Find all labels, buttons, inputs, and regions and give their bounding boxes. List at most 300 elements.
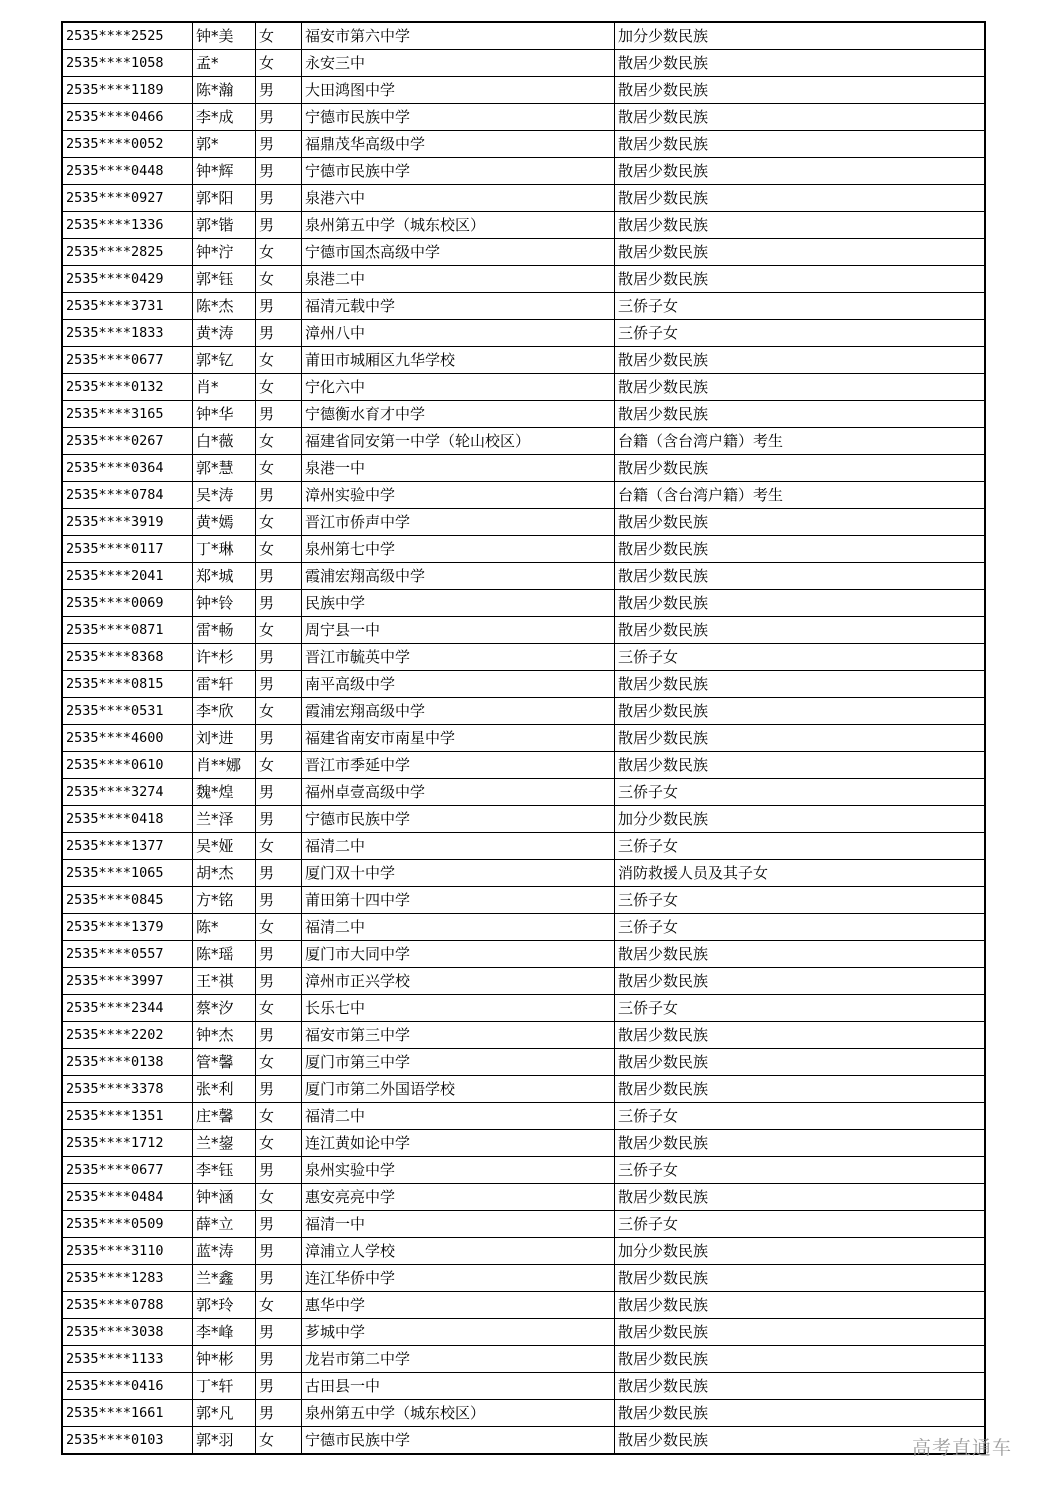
table-row [62, 563, 985, 590]
school-cell: 福清二中 [302, 914, 615, 941]
candidate-table-body [62, 22, 985, 1454]
school-cell: 宁德市民族中学 [302, 158, 615, 185]
gender-cell: 女 [256, 617, 302, 644]
table-row [62, 995, 985, 1022]
gender-cell: 女 [256, 455, 302, 482]
candidate-id-cell: 2535****0531 [62, 698, 193, 725]
category-cell: 台籍（含台湾户籍）考生 [615, 482, 986, 509]
table-row [62, 1076, 985, 1103]
school-cell: 福清二中 [302, 833, 615, 860]
category-cell: 散居少数民族 [615, 158, 986, 185]
category-cell: 散居少数民族 [615, 347, 986, 374]
gender-cell: 男 [256, 887, 302, 914]
table-row [62, 887, 985, 914]
gender-cell: 男 [256, 725, 302, 752]
name-cell: 胡*杰 [193, 860, 256, 887]
category-cell: 三侨子女 [615, 1211, 986, 1238]
table-row [62, 1292, 985, 1319]
category-cell: 三侨子女 [615, 644, 986, 671]
name-cell: 钟*涵 [193, 1184, 256, 1211]
category-cell: 散居少数民族 [615, 968, 986, 995]
candidate-id-cell: 2535****1712 [62, 1130, 193, 1157]
table-row [62, 266, 985, 293]
school-cell: 宁化六中 [302, 374, 615, 401]
gender-cell: 女 [256, 1103, 302, 1130]
school-cell: 莆田第十四中学 [302, 887, 615, 914]
category-cell: 台籍（含台湾户籍）考生 [615, 428, 986, 455]
school-cell: 宁德市民族中学 [302, 806, 615, 833]
table-row [62, 1022, 985, 1049]
table-row [62, 698, 985, 725]
table-row [62, 455, 985, 482]
candidate-id-cell: 2535****0484 [62, 1184, 193, 1211]
name-cell: 刘*进 [193, 725, 256, 752]
school-cell: 宁德市国杰高级中学 [302, 239, 615, 266]
table-row [62, 671, 985, 698]
school-cell: 福安市第六中学 [302, 22, 615, 50]
school-cell: 惠安亮亮中学 [302, 1184, 615, 1211]
candidate-id-cell: 2535****0677 [62, 347, 193, 374]
name-cell: 郭*钰 [193, 266, 256, 293]
gender-cell: 女 [256, 1049, 302, 1076]
gender-cell: 女 [256, 914, 302, 941]
gender-cell: 男 [256, 1211, 302, 1238]
school-cell: 周宁县一中 [302, 617, 615, 644]
candidate-id-cell: 2535****0845 [62, 887, 193, 914]
gender-cell: 男 [256, 1022, 302, 1049]
table-row [62, 1184, 985, 1211]
gender-cell: 女 [256, 536, 302, 563]
table-row [62, 1211, 985, 1238]
candidate-id-cell: 2535****0509 [62, 1211, 193, 1238]
name-cell: 陈*瑶 [193, 941, 256, 968]
table-row [62, 158, 985, 185]
gender-cell: 男 [256, 1346, 302, 1373]
candidate-id-cell: 2535****0103 [62, 1427, 193, 1455]
name-cell: 蔡*汐 [193, 995, 256, 1022]
school-cell: 霞浦宏翔高级中学 [302, 563, 615, 590]
category-cell: 散居少数民族 [615, 617, 986, 644]
category-cell: 散居少数民族 [615, 536, 986, 563]
name-cell: 方*铭 [193, 887, 256, 914]
gender-cell: 男 [256, 1373, 302, 1400]
school-cell: 厦门市大同中学 [302, 941, 615, 968]
name-cell: 李*钰 [193, 1157, 256, 1184]
gender-cell: 女 [256, 509, 302, 536]
school-cell: 漳州市正兴学校 [302, 968, 615, 995]
candidate-id-cell: 2535****0117 [62, 536, 193, 563]
candidate-id-cell: 2535****0815 [62, 671, 193, 698]
school-cell: 龙岩市第二中学 [302, 1346, 615, 1373]
gender-cell: 女 [256, 1427, 302, 1455]
table-row [62, 1130, 985, 1157]
name-cell: 管*馨 [193, 1049, 256, 1076]
school-cell: 连江华侨中学 [302, 1265, 615, 1292]
name-cell: 钟*铃 [193, 590, 256, 617]
gender-cell: 男 [256, 1157, 302, 1184]
table-row [62, 1157, 985, 1184]
school-cell: 泉港六中 [302, 185, 615, 212]
school-cell: 福州卓壹高级中学 [302, 779, 615, 806]
category-cell: 散居少数民族 [615, 374, 986, 401]
category-cell: 散居少数民族 [615, 131, 986, 158]
candidate-id-cell: 2535****0788 [62, 1292, 193, 1319]
name-cell: 郭*钇 [193, 347, 256, 374]
gender-cell: 女 [256, 833, 302, 860]
category-cell: 散居少数民族 [615, 941, 986, 968]
gender-cell: 女 [256, 698, 302, 725]
candidate-id-cell: 2535****0784 [62, 482, 193, 509]
category-cell: 三侨子女 [615, 1157, 986, 1184]
candidate-id-cell: 2535****1283 [62, 1265, 193, 1292]
candidate-id-cell: 2535****3274 [62, 779, 193, 806]
school-cell: 霞浦宏翔高级中学 [302, 698, 615, 725]
name-cell: 许*杉 [193, 644, 256, 671]
category-cell: 散居少数民族 [615, 1184, 986, 1211]
name-cell: 郭*凡 [193, 1400, 256, 1427]
candidate-id-cell: 2535****0429 [62, 266, 193, 293]
school-cell: 厦门市第三中学 [302, 1049, 615, 1076]
table-row [62, 833, 985, 860]
gender-cell: 女 [256, 50, 302, 77]
category-cell: 散居少数民族 [615, 455, 986, 482]
candidate-id-cell: 2535****1661 [62, 1400, 193, 1427]
category-cell: 三侨子女 [615, 887, 986, 914]
category-cell: 散居少数民族 [615, 1265, 986, 1292]
name-cell: 郭*羽 [193, 1427, 256, 1455]
table-row [62, 1427, 985, 1455]
candidate-id-cell: 2535****0927 [62, 185, 193, 212]
name-cell: 陈* [193, 914, 256, 941]
table-row [62, 1373, 985, 1400]
table-row [62, 725, 985, 752]
category-cell: 散居少数民族 [615, 1427, 986, 1455]
school-cell: 芗城中学 [302, 1319, 615, 1346]
category-cell: 散居少数民族 [615, 1319, 986, 1346]
gender-cell: 男 [256, 185, 302, 212]
school-cell: 漳州八中 [302, 320, 615, 347]
candidate-id-cell: 2535****0416 [62, 1373, 193, 1400]
school-cell: 福安市第三中学 [302, 1022, 615, 1049]
school-cell: 泉州第五中学（城东校区） [302, 1400, 615, 1427]
table-row [62, 50, 985, 77]
watermark: 高考直通车 [912, 1437, 1013, 1459]
gender-cell: 男 [256, 1076, 302, 1103]
table-row [62, 1238, 985, 1265]
table-row [62, 22, 985, 50]
table-row [62, 1319, 985, 1346]
category-cell: 散居少数民族 [615, 212, 986, 239]
candidate-id-cell: 2535****4600 [62, 725, 193, 752]
candidate-id-cell: 2535****0448 [62, 158, 193, 185]
candidate-id-cell: 2535****2041 [62, 563, 193, 590]
gender-cell: 男 [256, 104, 302, 131]
category-cell: 三侨子女 [615, 320, 986, 347]
gender-cell: 男 [256, 401, 302, 428]
name-cell: 吴*娅 [193, 833, 256, 860]
candidate-id-cell: 2535****3919 [62, 509, 193, 536]
name-cell: 黄*涛 [193, 320, 256, 347]
candidate-id-cell: 2535****1379 [62, 914, 193, 941]
school-cell: 大田鸿图中学 [302, 77, 615, 104]
name-cell: 钟*美 [193, 22, 256, 50]
category-cell: 三侨子女 [615, 779, 986, 806]
name-cell: 吴*涛 [193, 482, 256, 509]
name-cell: 李*成 [193, 104, 256, 131]
gender-cell: 女 [256, 1184, 302, 1211]
gender-cell: 男 [256, 671, 302, 698]
school-cell: 泉州第五中学（城东校区） [302, 212, 615, 239]
table-row [62, 347, 985, 374]
candidate-id-cell: 2535****3378 [62, 1076, 193, 1103]
school-cell: 古田县一中 [302, 1373, 615, 1400]
table-row [62, 482, 985, 509]
school-cell: 晋江市侨声中学 [302, 509, 615, 536]
name-cell: 郭* [193, 131, 256, 158]
category-cell: 三侨子女 [615, 293, 986, 320]
name-cell: 钟*杰 [193, 1022, 256, 1049]
name-cell: 钟*泞 [193, 239, 256, 266]
table-row [62, 806, 985, 833]
gender-cell: 男 [256, 563, 302, 590]
candidate-id-cell: 2535****3165 [62, 401, 193, 428]
table-row [62, 968, 985, 995]
gender-cell: 男 [256, 158, 302, 185]
table-row [62, 779, 985, 806]
gender-cell: 男 [256, 806, 302, 833]
candidate-id-cell: 2535****1058 [62, 50, 193, 77]
gender-cell: 男 [256, 941, 302, 968]
gender-cell: 女 [256, 374, 302, 401]
category-cell: 散居少数民族 [615, 1049, 986, 1076]
gender-cell: 女 [256, 22, 302, 50]
category-cell: 三侨子女 [615, 995, 986, 1022]
name-cell: 雷*轩 [193, 671, 256, 698]
candidate-id-cell: 2535****1133 [62, 1346, 193, 1373]
name-cell: 兰*泽 [193, 806, 256, 833]
gender-cell: 女 [256, 428, 302, 455]
gender-cell: 男 [256, 1265, 302, 1292]
name-cell: 丁*琳 [193, 536, 256, 563]
school-cell: 泉州实验中学 [302, 1157, 615, 1184]
name-cell: 兰*鑫 [193, 1265, 256, 1292]
name-cell: 郭*锴 [193, 212, 256, 239]
school-cell: 晋江市毓英中学 [302, 644, 615, 671]
candidate-id-cell: 2535****2825 [62, 239, 193, 266]
candidate-id-cell: 2535****3038 [62, 1319, 193, 1346]
gender-cell: 男 [256, 482, 302, 509]
table-row [62, 860, 985, 887]
gender-cell: 男 [256, 590, 302, 617]
candidate-id-cell: 2535****0052 [62, 131, 193, 158]
table-row [62, 77, 985, 104]
name-cell: 李*峰 [193, 1319, 256, 1346]
category-cell: 散居少数民族 [615, 77, 986, 104]
category-cell: 散居少数民族 [615, 1373, 986, 1400]
school-cell: 晋江市季延中学 [302, 752, 615, 779]
name-cell: 王*祺 [193, 968, 256, 995]
gender-cell: 男 [256, 131, 302, 158]
school-cell: 泉州第七中学 [302, 536, 615, 563]
category-cell: 散居少数民族 [615, 266, 986, 293]
gender-cell: 男 [256, 644, 302, 671]
candidate-id-cell: 2535****0267 [62, 428, 193, 455]
gender-cell: 女 [256, 239, 302, 266]
school-cell: 长乐七中 [302, 995, 615, 1022]
candidate-id-cell: 2535****0677 [62, 1157, 193, 1184]
gender-cell: 男 [256, 860, 302, 887]
gender-cell: 男 [256, 968, 302, 995]
category-cell: 加分少数民族 [615, 806, 986, 833]
gender-cell: 女 [256, 1292, 302, 1319]
name-cell: 白*薇 [193, 428, 256, 455]
name-cell: 丁*轩 [193, 1373, 256, 1400]
category-cell: 散居少数民族 [615, 1130, 986, 1157]
school-cell: 福建省南安市南星中学 [302, 725, 615, 752]
category-cell: 散居少数民族 [615, 104, 986, 131]
gender-cell: 男 [256, 320, 302, 347]
table-row [62, 752, 985, 779]
gender-cell: 男 [256, 779, 302, 806]
name-cell: 钟*彬 [193, 1346, 256, 1373]
table-row [62, 617, 985, 644]
school-cell: 永安三中 [302, 50, 615, 77]
table-row [62, 941, 985, 968]
name-cell: 郭*慧 [193, 455, 256, 482]
category-cell: 散居少数民族 [615, 671, 986, 698]
gender-cell: 女 [256, 995, 302, 1022]
category-cell: 散居少数民族 [615, 50, 986, 77]
table-row [62, 536, 985, 563]
gender-cell: 男 [256, 212, 302, 239]
candidate-id-cell: 2535****8368 [62, 644, 193, 671]
gender-cell: 男 [256, 1400, 302, 1427]
table-row [62, 914, 985, 941]
school-cell: 莆田市城厢区九华学校 [302, 347, 615, 374]
table-row [62, 1346, 985, 1373]
table-row [62, 239, 985, 266]
candidate-id-cell: 2535****3110 [62, 1238, 193, 1265]
candidate-id-cell: 2535****1189 [62, 77, 193, 104]
school-cell: 泉港二中 [302, 266, 615, 293]
name-cell: 钟*辉 [193, 158, 256, 185]
school-cell: 漳浦立人学校 [302, 1238, 615, 1265]
school-cell: 南平高级中学 [302, 671, 615, 698]
school-cell: 福建省同安第一中学（轮山校区） [302, 428, 615, 455]
name-cell: 魏*煌 [193, 779, 256, 806]
category-cell: 散居少数民族 [615, 1292, 986, 1319]
candidate-id-cell: 2535****2525 [62, 22, 193, 50]
candidate-id-cell: 2535****0466 [62, 104, 193, 131]
candidate-id-cell: 2535****2202 [62, 1022, 193, 1049]
category-cell: 散居少数民族 [615, 725, 986, 752]
candidate-id-cell: 2535****0871 [62, 617, 193, 644]
name-cell: 钟*华 [193, 401, 256, 428]
gender-cell: 男 [256, 293, 302, 320]
category-cell: 散居少数民族 [615, 239, 986, 266]
candidate-id-cell: 2535****0418 [62, 806, 193, 833]
category-cell: 散居少数民族 [615, 1076, 986, 1103]
school-cell: 泉港一中 [302, 455, 615, 482]
name-cell: 肖* [193, 374, 256, 401]
candidate-id-cell: 2535****0138 [62, 1049, 193, 1076]
candidate-table [61, 21, 986, 1455]
category-cell: 散居少数民族 [615, 752, 986, 779]
category-cell: 散居少数民族 [615, 563, 986, 590]
name-cell: 陈*瀚 [193, 77, 256, 104]
school-cell: 福鼎茂华高级中学 [302, 131, 615, 158]
name-cell: 李*欣 [193, 698, 256, 725]
category-cell: 散居少数民族 [615, 698, 986, 725]
name-cell: 蓝*涛 [193, 1238, 256, 1265]
candidate-id-cell: 2535****3997 [62, 968, 193, 995]
name-cell: 陈*杰 [193, 293, 256, 320]
candidate-id-cell: 2535****1351 [62, 1103, 193, 1130]
candidate-id-cell: 2535****0610 [62, 752, 193, 779]
school-cell: 福清二中 [302, 1103, 615, 1130]
school-cell: 宁德市民族中学 [302, 104, 615, 131]
candidate-id-cell: 2535****1377 [62, 833, 193, 860]
category-cell: 加分少数民族 [615, 1238, 986, 1265]
school-cell: 漳州实验中学 [302, 482, 615, 509]
candidate-id-cell: 2535****0557 [62, 941, 193, 968]
category-cell: 三侨子女 [615, 914, 986, 941]
category-cell: 三侨子女 [615, 833, 986, 860]
name-cell: 黄*嫣 [193, 509, 256, 536]
school-cell: 福清一中 [302, 1211, 615, 1238]
candidate-id-cell: 2535****0069 [62, 590, 193, 617]
table-row [62, 1265, 985, 1292]
school-cell: 民族中学 [302, 590, 615, 617]
school-cell: 厦门双十中学 [302, 860, 615, 887]
gender-cell: 男 [256, 1238, 302, 1265]
category-cell: 散居少数民族 [615, 185, 986, 212]
category-cell: 三侨子女 [615, 1103, 986, 1130]
category-cell: 散居少数民族 [615, 401, 986, 428]
table-row [62, 644, 985, 671]
category-cell: 散居少数民族 [615, 1022, 986, 1049]
school-cell: 连江黄如论中学 [302, 1130, 615, 1157]
gender-cell: 女 [256, 752, 302, 779]
table-row [62, 104, 985, 131]
table-row [62, 293, 985, 320]
candidate-id-cell: 2535****1833 [62, 320, 193, 347]
name-cell: 郑*城 [193, 563, 256, 590]
name-cell: 庄*馨 [193, 1103, 256, 1130]
name-cell: 雷*畅 [193, 617, 256, 644]
table-row [62, 212, 985, 239]
category-cell: 散居少数民族 [615, 509, 986, 536]
table-row [62, 1103, 985, 1130]
candidate-id-cell: 2535****3731 [62, 293, 193, 320]
name-cell: 肖**娜 [193, 752, 256, 779]
category-cell: 加分少数民族 [615, 22, 986, 50]
table-row [62, 401, 985, 428]
name-cell: 薛*立 [193, 1211, 256, 1238]
candidate-id-cell: 2535****2344 [62, 995, 193, 1022]
category-cell: 散居少数民族 [615, 1346, 986, 1373]
table-row [62, 428, 985, 455]
school-cell: 福清元载中学 [302, 293, 615, 320]
school-cell: 厦门市第二外国语学校 [302, 1076, 615, 1103]
candidate-id-cell: 2535****0132 [62, 374, 193, 401]
gender-cell: 女 [256, 266, 302, 293]
gender-cell: 男 [256, 77, 302, 104]
category-cell: 散居少数民族 [615, 1400, 986, 1427]
table-row [62, 590, 985, 617]
gender-cell: 女 [256, 1130, 302, 1157]
name-cell: 张*利 [193, 1076, 256, 1103]
